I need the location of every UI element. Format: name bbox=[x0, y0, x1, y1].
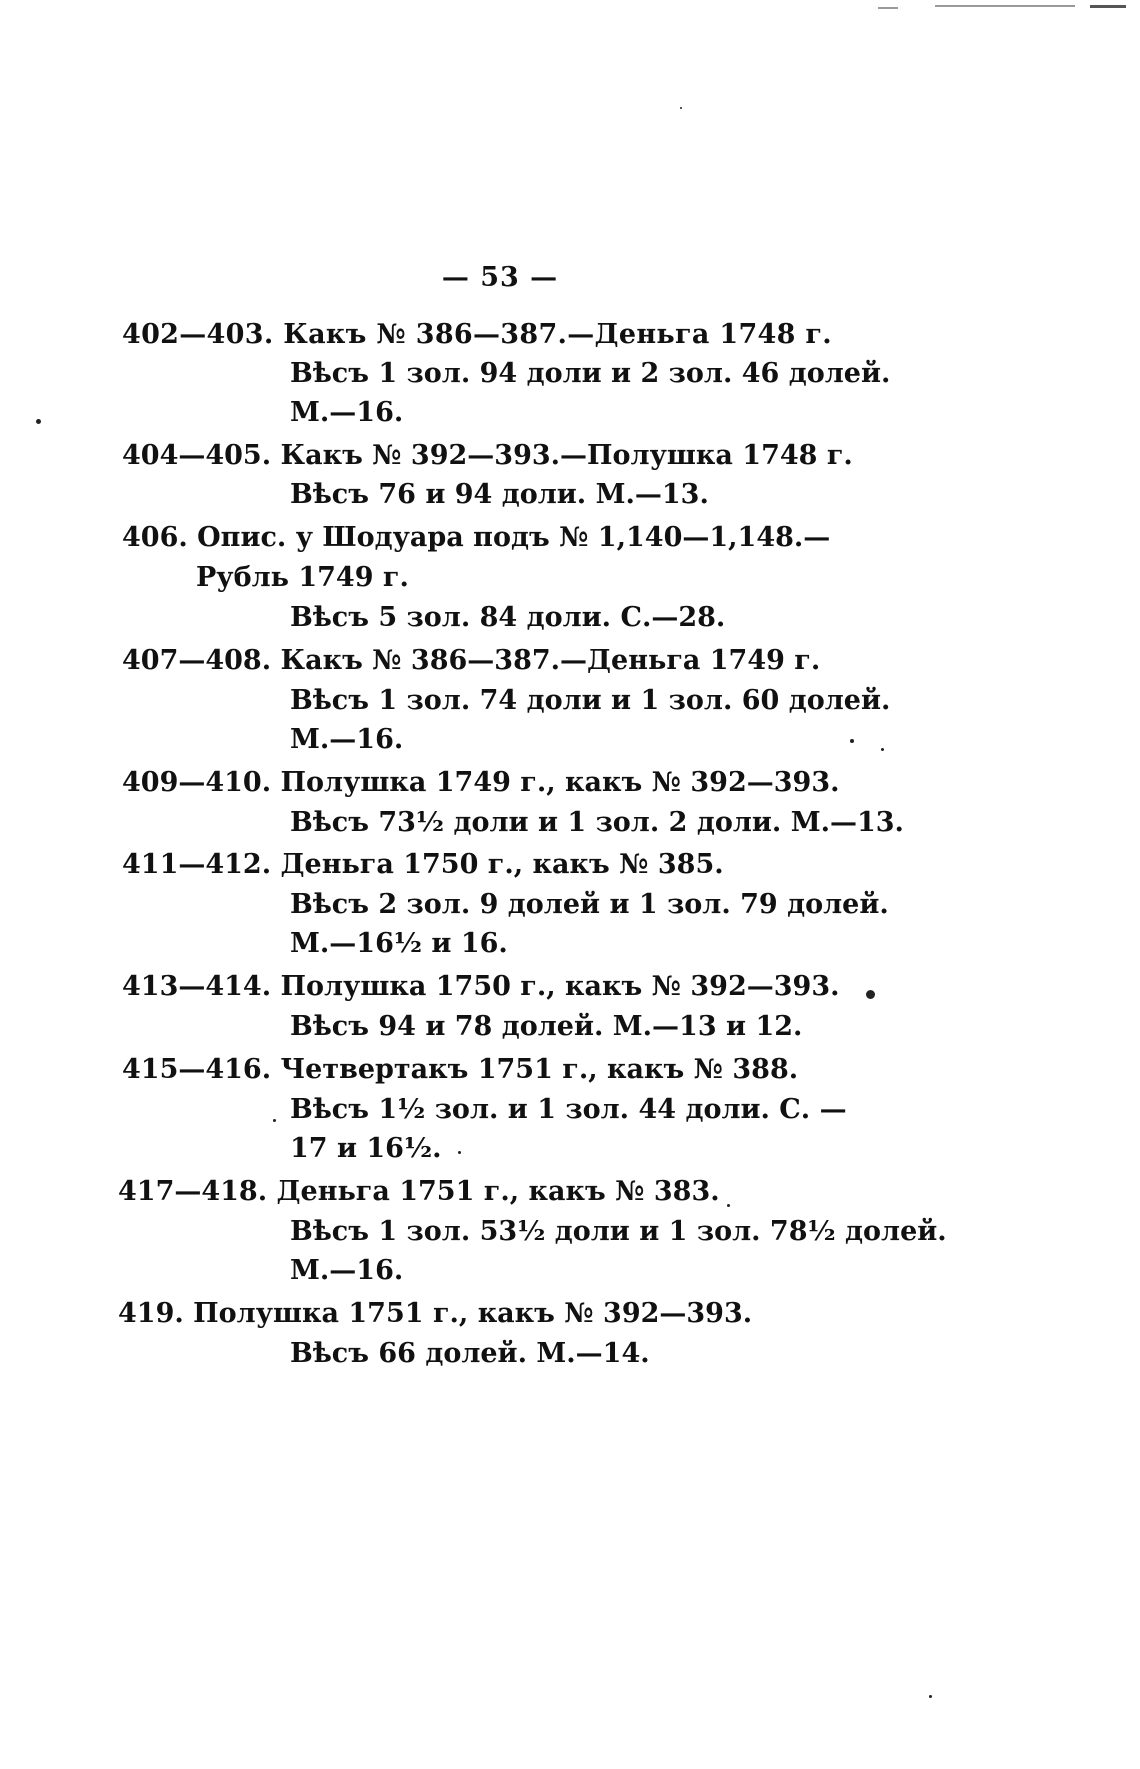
entry-line: 406. Опис. у Шодуара подъ № 1,140—1,148.— bbox=[122, 522, 831, 553]
scan-speck bbox=[458, 1151, 461, 1154]
entry-line: 419. Полушка 1751 г., какъ № 392—393. bbox=[118, 1298, 753, 1329]
entry-line: 407—408. Какъ № 386—387.—Деньга 1749 г. bbox=[122, 645, 821, 676]
scan-speck bbox=[680, 107, 682, 109]
scan-speck bbox=[727, 1204, 730, 1207]
scan-speck bbox=[36, 419, 41, 424]
entry-line: М.—16. bbox=[290, 1255, 404, 1286]
entry-line: 415—416. Четвертакъ 1751 г., какъ № 388. bbox=[122, 1054, 799, 1085]
entry-line: М.—16. bbox=[290, 724, 404, 755]
scan-speck bbox=[866, 990, 875, 999]
entry-line: 413—414. Полушка 1750 г., какъ № 392—393. bbox=[122, 971, 840, 1002]
entry-line: 404—405. Какъ № 392—393.—Полушка 1748 г. bbox=[122, 440, 853, 471]
scan-speck bbox=[881, 748, 884, 751]
scan-edge-mark bbox=[1090, 5, 1126, 8]
entry-line: 409—410. Полушка 1749 г., какъ № 392—393. bbox=[122, 767, 840, 798]
entry-line: Рубль 1749 г. bbox=[196, 562, 409, 593]
scan-speck bbox=[850, 739, 854, 743]
entry-line: Вѣсъ 76 и 94 доли. М.—13. bbox=[290, 479, 709, 510]
entry-line: Вѣсъ 5 зол. 84 доли. С.—28. bbox=[290, 602, 726, 633]
entry-line: Вѣсъ 1 зол. 94 доли и 2 зол. 46 долей. bbox=[290, 358, 891, 389]
entry-line: Вѣсъ 94 и 78 долей. М.—13 и 12. bbox=[290, 1011, 803, 1042]
entry-line: Вѣсъ 1½ зол. и 1 зол. 44 доли. С. — bbox=[290, 1094, 847, 1125]
entry-line: 402—403. Какъ № 386—387.—Деньга 1748 г. bbox=[122, 319, 832, 350]
page-number: — 53 — bbox=[441, 262, 559, 293]
entry-line: Вѣсъ 1 зол. 53½ доли и 1 зол. 78½ долей. bbox=[290, 1216, 947, 1247]
entry-line: 417—418. Деньга 1751 г., какъ № 383. bbox=[118, 1176, 720, 1207]
entry-line: Вѣсъ 66 долей. М.—14. bbox=[290, 1338, 650, 1369]
scan-speck bbox=[929, 1695, 932, 1698]
entry-line: 17 и 16½. bbox=[290, 1133, 442, 1164]
entry-line: Вѣсъ 73½ доли и 1 зол. 2 доли. М.—13. bbox=[290, 807, 904, 838]
entry-line: 411—412. Деньга 1750 г., какъ № 385. bbox=[122, 849, 724, 880]
scan-speck bbox=[273, 1119, 276, 1122]
entry-line: Вѣсъ 2 зол. 9 долей и 1 зол. 79 долей. bbox=[290, 889, 889, 920]
entry-line: М.—16. bbox=[290, 397, 404, 428]
entry-line: Вѣсъ 1 зол. 74 доли и 1 зол. 60 долей. bbox=[290, 685, 891, 716]
scan-edge-mark bbox=[878, 7, 898, 9]
entry-line: М.—16½ и 16. bbox=[290, 928, 508, 959]
scan-edge-mark bbox=[935, 5, 1075, 7]
